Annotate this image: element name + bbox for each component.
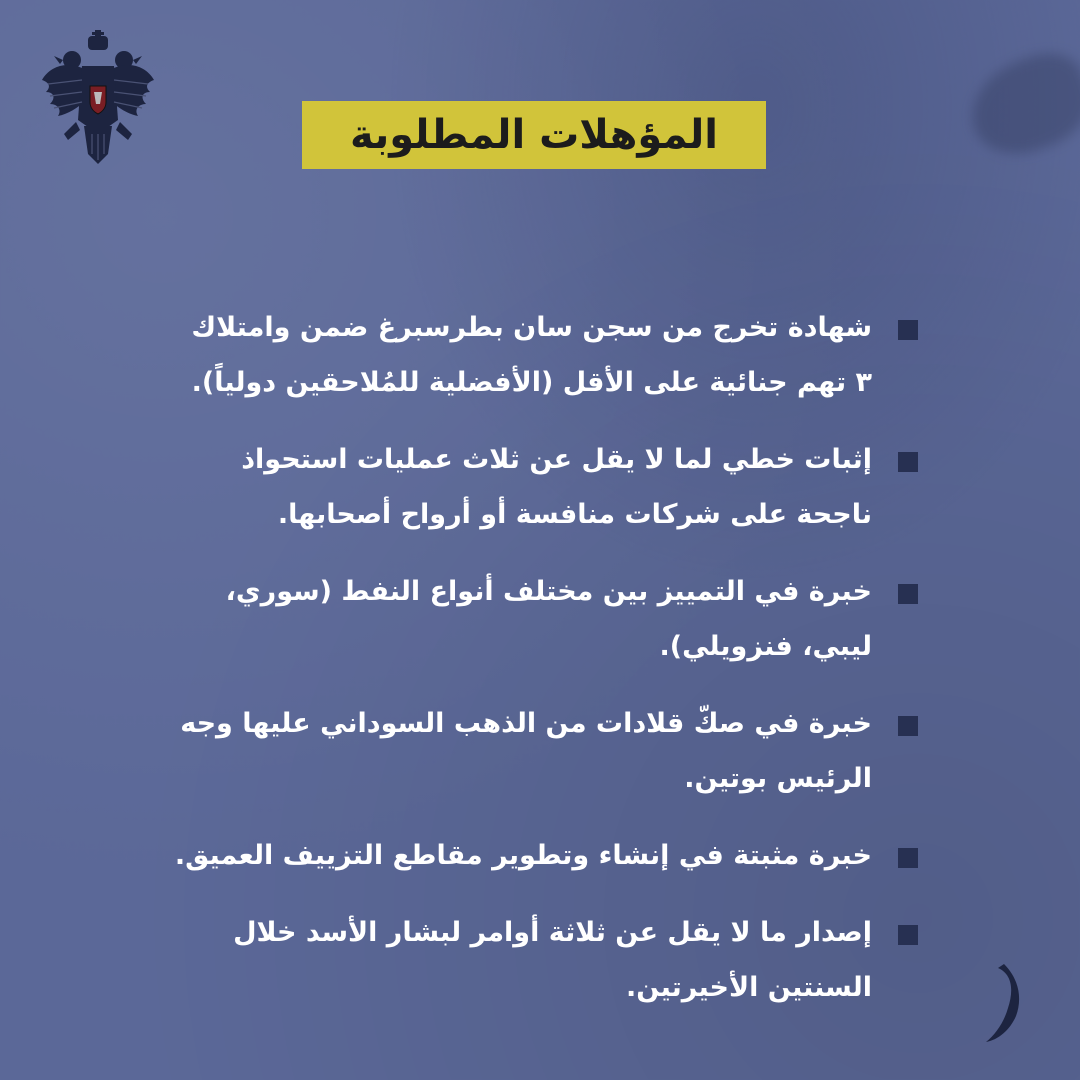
list-item — [170, 828, 922, 883]
list-item — [170, 564, 922, 674]
square-bullet-icon — [898, 848, 918, 868]
list-item — [170, 300, 922, 410]
list-item-text: إثبات خطي لما لا يقل عن ثلاث عمليات استحواذ ناجحة على شركات منافسة أو أرواح أصحابها. — [241, 444, 872, 530]
square-bullet-icon — [898, 452, 918, 472]
list-item-text: خبرة مثبتة في إنشاء وتطوير مقاطع التزييف العميق. — [174, 840, 872, 871]
double-headed-eagle-icon — [38, 30, 158, 165]
list-item — [170, 432, 922, 542]
list-item-text: خبرة في التمييز بين مختلف أنواع النفط (سوري، ليبي، فنزويلي). — [225, 576, 872, 662]
logo-glyph-icon — [984, 960, 1024, 1050]
square-bullet-icon — [898, 925, 918, 945]
page-title: المؤهلات المطلوبة — [349, 112, 719, 158]
list-item-text: خبرة في صكّ قلادات من الذهب السوداني عليها وجه الرئيس بوتين. — [180, 708, 872, 794]
list-item-text: شهادة تخرج من سجن سان بطرسبرغ ضمن وامتلاك ٣ تهم جنائية على الأقل (الأفضلية للمُلاحقين دولياً). — [191, 312, 872, 398]
square-bullet-icon — [898, 716, 918, 736]
ink-smudge-decoration — [958, 42, 1080, 168]
list-item — [170, 696, 922, 806]
qualifications-list — [170, 300, 922, 1037]
square-bullet-icon — [898, 584, 918, 604]
square-bullet-icon — [898, 320, 918, 340]
list-item — [170, 905, 922, 1015]
title-banner — [302, 101, 766, 169]
list-item-text: إصدار ما لا يقل عن ثلاثة أوامر لبشار الأسد خلال السنتين الأخيرتين. — [233, 917, 872, 1003]
